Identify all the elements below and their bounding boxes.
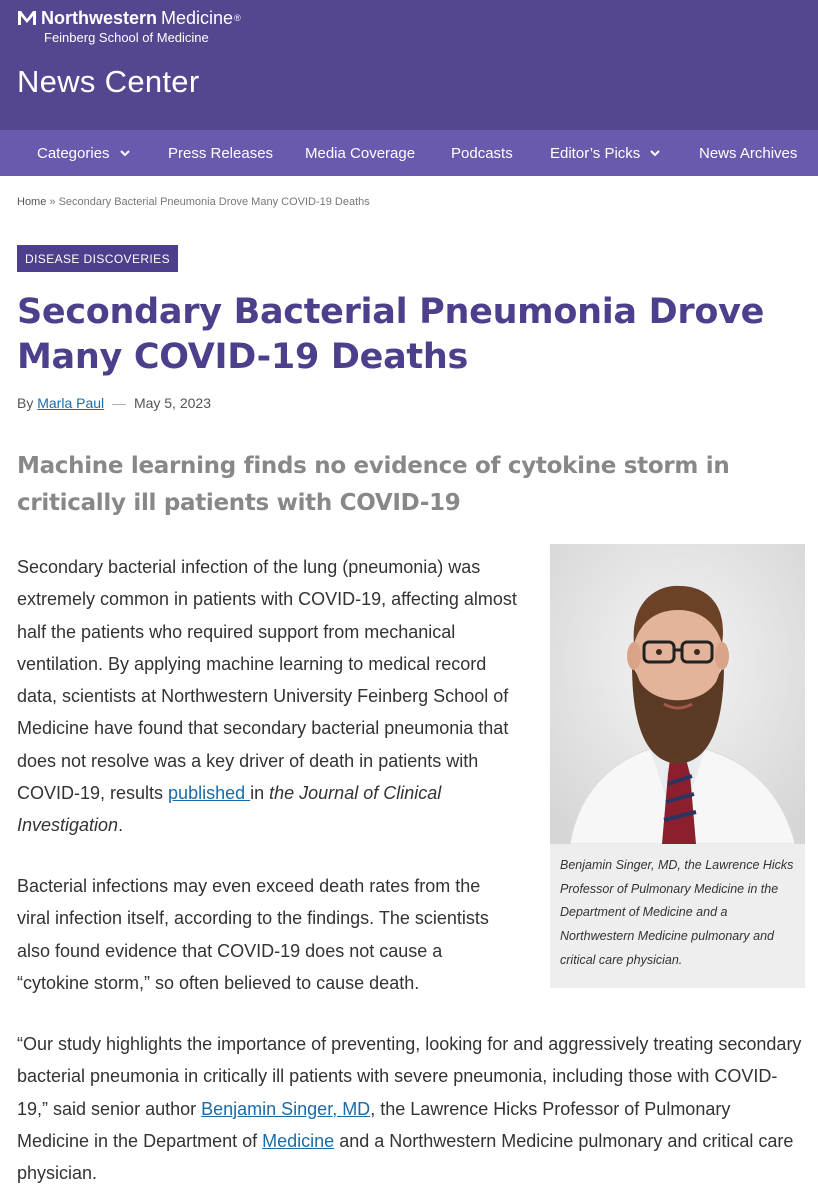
paragraph-text: , the Lawrence Hicks Professor of Pulmonary Medicine in the Department of [17,1098,731,1151]
paragraph-text: “Our study highlights the importance of preventing, looking for and aggressively treating secondary bacterial pneumonia in critically ill patients with severe pneumonia, including those with COVID-19,” said senior author [17,1034,802,1119]
chevron-down-icon [120,148,130,158]
article-paragraph-1 [17,551,517,842]
author-link[interactable]: Marla Paul [37,395,105,411]
breadcrumb-home[interactable]: Home [17,196,47,208]
author-figure [550,544,805,988]
benjamin-singer-link[interactable]: Benjamin Singer, MD [201,1098,371,1119]
paragraph-text: in [250,783,270,804]
site-logo[interactable] [17,8,241,45]
nav-podcasts[interactable]: Podcasts [451,144,513,162]
main-nav [0,130,818,176]
article-paragraph-3 [17,1028,807,1189]
paragraph-text: and a Northwestern Medicine pulmonary and critical care physician. [17,1130,794,1184]
article-paragraph-2: Bacterial infections may even exceed death rates from the viral infection itself, according to the findings. The scientists also found evidence that COVID-19 does not cause a “cytokine storm,” so often believed to cause death. [17,876,489,993]
nav-categories-label: Categories [37,144,110,162]
breadcrumb-separator: » [46,196,59,208]
logo-registered-mark: ® [234,13,241,23]
nav-editors-picks-label: Editor’s Picks [550,144,641,162]
article-title: Secondary Bacterial Pneumonia Drove Many COVID-19 Deaths [17,292,765,377]
paragraph-text: Secondary bacterial infection of the lung (pneumonia) was extremely common in patients with COVID-19, affecting almost half the patients who required support from mechanical ventilation. By applying machine learning to medical record data, scientists at Northwestern University Feinberg School of Medicine have found that secondary bacterial pneumonia that does not resolve was a key driver of death in patients with COVID-19, results [17,557,517,804]
breadcrumb-current: Secondary Bacterial Pneumonia Drove Many COVID-19 Deaths [58,196,370,208]
logo-subtitle: Feinberg School of Medicine [44,30,209,45]
northwestern-logo-icon [17,10,37,26]
site-title[interactable]: News Center [17,64,200,99]
category-badge[interactable]: DISEASE DISCOVERIES [17,245,178,272]
nav-editors-picks[interactable] [550,130,660,176]
portrait-photo [550,544,805,844]
publish-date: May 5, 2023 [133,395,211,411]
nav-press-releases[interactable]: Press Releases [168,144,274,162]
nav-categories[interactable] [37,130,130,176]
byline-prefix: By [17,395,38,411]
paragraph-text: . [118,815,124,836]
nav-news-archives[interactable]: News Archives [699,144,798,162]
nav-media-coverage[interactable]: Media Coverage [305,144,416,162]
published-link[interactable]: published [168,783,251,804]
figure-caption: Benjamin Singer, MD, the Lawrence Hicks Professor of Pulmonary Medicine in the Department of Medicine and a Northwestern Medicine pulmonary and critical care physician. [560,858,794,967]
byline [17,395,211,411]
logo-wordmark-light: Medicine [161,8,234,28]
article-subtitle: Machine learning finds no evidence of cytokine storm in critically ill patients with COVID-19 [17,453,730,516]
logo-wordmark: Northwestern [41,8,158,28]
site-header [0,0,818,130]
chevron-down-icon [650,148,660,158]
byline-separator: — [112,395,127,411]
medicine-department-link[interactable]: Medicine [262,1130,335,1151]
journal-name: the Journal of Clinical Investigation [17,783,442,836]
breadcrumb [17,196,370,208]
